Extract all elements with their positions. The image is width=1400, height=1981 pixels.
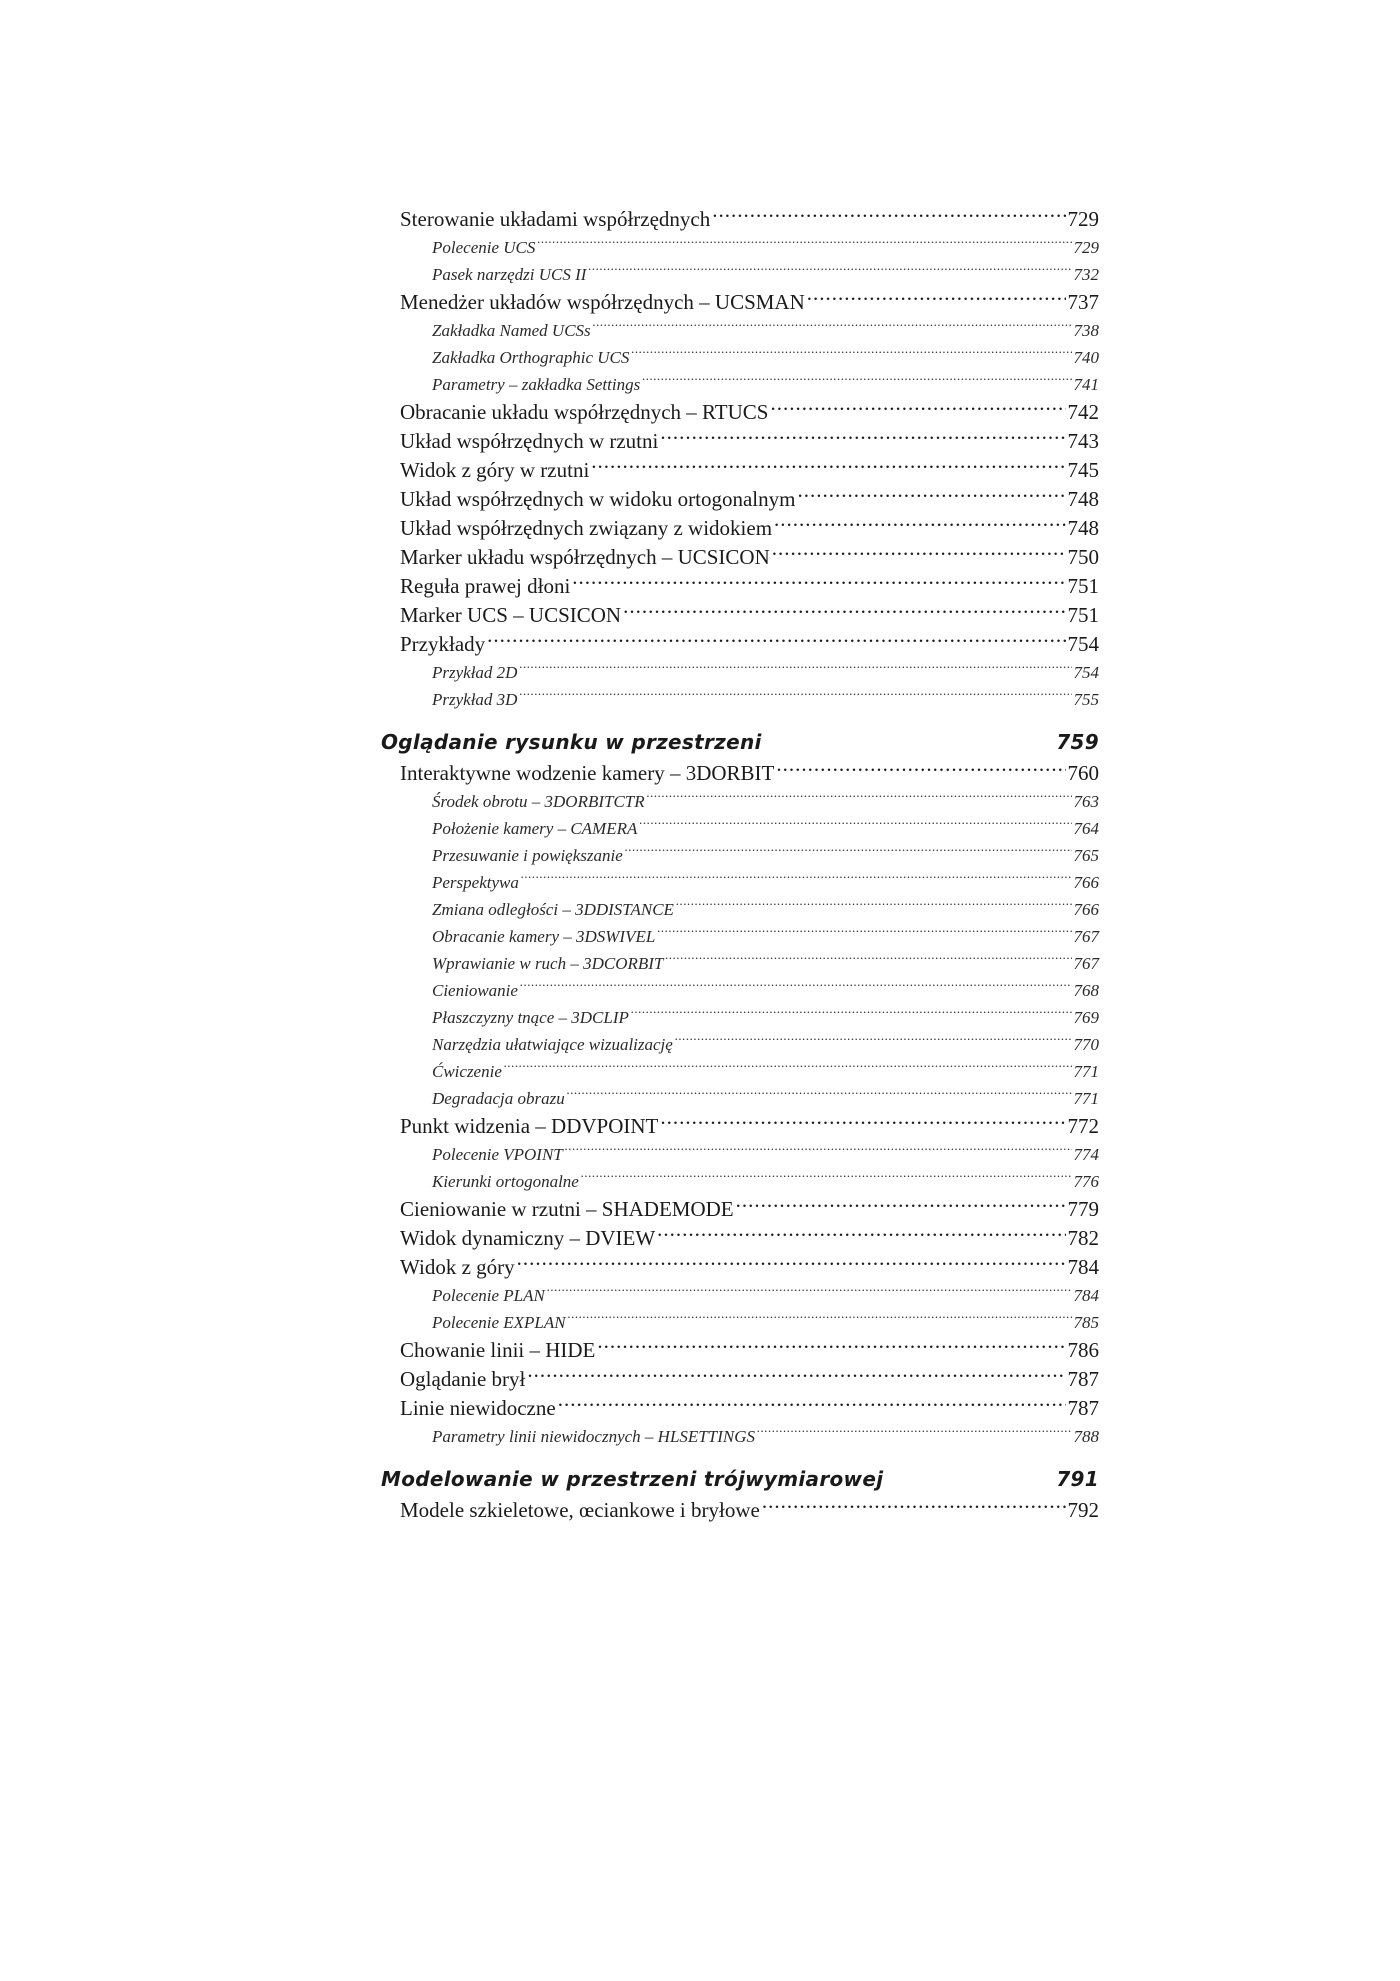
toc-subentry[interactable] — [0, 1309, 1099, 1336]
entry-page-number: 751 — [1067, 603, 1099, 627]
toc-entry[interactable] — [0, 1112, 1099, 1141]
chapter-title: Oglądanie rysunku w przestrzeni — [381, 730, 762, 754]
toc-subentry[interactable] — [0, 261, 1099, 288]
dot-leader — [770, 398, 1065, 419]
toc-subentry[interactable] — [0, 686, 1099, 713]
entry-page-number: 770 — [1073, 1035, 1099, 1054]
toc-entry[interactable] — [0, 1365, 1099, 1394]
dot-leader — [774, 514, 1065, 535]
toc-subentry[interactable] — [0, 1058, 1099, 1085]
entry-title: Marker układu współrzędnych – UCSICON — [400, 545, 770, 569]
entry-title: Środek obrotu – 3DORBITCTR — [432, 792, 645, 811]
entry-title: Pasek narzędzi UCS II — [432, 265, 587, 284]
entry-title: Modele szkieletowe, œciankowe i bryłowe — [400, 1498, 760, 1522]
dot-leader — [527, 1365, 1065, 1386]
dot-leader — [631, 346, 1071, 363]
dot-leader — [519, 661, 1071, 678]
dot-leader — [647, 790, 1072, 807]
chapter-page-number: 791 — [1056, 1467, 1099, 1491]
table-of-contents — [0, 205, 1400, 1525]
dot-leader — [642, 373, 1071, 390]
entry-page-number: 729 — [1073, 238, 1099, 257]
entry-title: Układ współrzędnych związany z widokiem — [400, 516, 773, 540]
entry-title: Przykład 2D — [432, 663, 518, 682]
toc-subentry[interactable] — [0, 788, 1099, 815]
chapter-title: Modelowanie w przestrzeni trójwymiarowej — [381, 1467, 884, 1491]
entry-title: Perspektywa — [432, 873, 519, 892]
toc-subentry[interactable] — [0, 1423, 1099, 1450]
entry-page-number: 732 — [1073, 265, 1099, 284]
entry-title: Zakładka Named UCSs — [432, 321, 591, 340]
entry-page-number: 779 — [1067, 1197, 1099, 1221]
toc-subentry[interactable] — [0, 950, 1099, 977]
entry-title: Linie niewidoczne — [400, 1396, 556, 1420]
toc-entry[interactable] — [0, 398, 1099, 427]
entry-page-number: 755 — [1073, 690, 1099, 709]
toc-entry[interactable] — [0, 485, 1099, 514]
entry-title: Kierunki ortogonalne — [432, 1172, 579, 1191]
entry-page-number: 741 — [1073, 375, 1099, 394]
toc-entry[interactable] — [0, 205, 1099, 234]
entry-page-number: 766 — [1073, 900, 1099, 919]
entry-page-number: 776 — [1073, 1172, 1099, 1191]
entry-title: Punkt widzenia – DDVPOINT — [400, 1114, 659, 1138]
dot-leader — [660, 1112, 1065, 1133]
dot-leader — [568, 1311, 1072, 1328]
dot-leader — [762, 1496, 1066, 1517]
entry-page-number: 750 — [1067, 545, 1099, 569]
toc-subentry[interactable] — [0, 317, 1099, 344]
dot-leader — [567, 1087, 1072, 1104]
entry-page-number: 787 — [1067, 1367, 1099, 1391]
entry-page-number: 768 — [1073, 981, 1099, 1000]
entry-page-number: 784 — [1067, 1255, 1099, 1279]
entry-title: Interaktywne wodzenie kamery – 3DORBIT — [400, 761, 775, 785]
entry-title: Położenie kamery – CAMERA — [432, 819, 638, 838]
toc-entry[interactable] — [0, 288, 1099, 317]
entry-title: Układ współrzędnych w widoku ortogonalnym — [400, 487, 796, 511]
toc-entry[interactable] — [0, 1195, 1099, 1224]
toc-entry[interactable] — [0, 601, 1099, 630]
toc-entry[interactable] — [0, 1394, 1099, 1423]
entry-title: Oglądanie brył — [400, 1367, 526, 1391]
entry-title: Menedżer układów współrzędnych – UCSMAN — [400, 290, 805, 314]
entry-title: Chowanie linii – HIDE — [400, 1338, 596, 1362]
toc-entry[interactable] — [0, 456, 1099, 485]
dot-leader — [521, 871, 1072, 888]
toc-subentry[interactable] — [0, 815, 1099, 842]
entry-page-number: 765 — [1073, 846, 1099, 865]
dot-leader — [797, 485, 1065, 506]
dot-leader — [657, 925, 1071, 942]
dot-leader — [657, 1224, 1065, 1245]
dot-leader — [625, 844, 1072, 861]
entry-title: Polecenie VPOINT — [432, 1145, 563, 1164]
toc-subentry[interactable] — [0, 659, 1099, 686]
entry-page-number: 784 — [1073, 1286, 1099, 1305]
toc-entry[interactable] — [0, 427, 1099, 456]
toc-entry[interactable] — [0, 1496, 1099, 1525]
toc-subentry[interactable] — [0, 977, 1099, 1004]
toc-entry[interactable] — [0, 1336, 1099, 1365]
entry-title: Polecenie PLAN — [432, 1286, 545, 1305]
dot-leader — [487, 630, 1065, 651]
entry-page-number: 769 — [1073, 1008, 1099, 1027]
dot-leader — [572, 572, 1065, 593]
entry-title: Przesuwanie i powiększanie — [432, 846, 623, 865]
entry-page-number: 748 — [1067, 487, 1099, 511]
entry-title: Wprawianie w ruch – 3DCORBIT — [432, 954, 664, 973]
toc-subentry[interactable] — [0, 234, 1099, 261]
toc-subentry[interactable] — [0, 1282, 1099, 1309]
entry-page-number: 738 — [1073, 321, 1099, 340]
entry-page-number: 742 — [1067, 400, 1099, 424]
toc-entry[interactable] — [0, 1253, 1099, 1282]
entry-title: Widok z góry w rzutni — [400, 458, 590, 482]
entry-page-number: 772 — [1067, 1114, 1099, 1138]
entry-page-number: 740 — [1073, 348, 1099, 367]
dot-leader — [597, 1336, 1065, 1357]
toc-subentry[interactable] — [0, 1004, 1099, 1031]
toc-subentry[interactable] — [0, 344, 1099, 371]
entry-title: Degradacja obrazu — [432, 1089, 565, 1108]
dot-leader — [504, 1060, 1072, 1077]
toc-entry[interactable] — [0, 514, 1099, 543]
entry-title: Reguła prawej dłoni — [400, 574, 571, 598]
dot-leader — [565, 1143, 1072, 1160]
entry-page-number: 792 — [1067, 1498, 1099, 1522]
entry-page-number: 760 — [1067, 761, 1099, 785]
dot-leader — [623, 601, 1065, 622]
entry-title: Obracanie kamery – 3DSWIVEL — [432, 927, 656, 946]
toc-subentry[interactable] — [0, 1141, 1099, 1168]
entry-page-number: 754 — [1067, 632, 1099, 656]
entry-title: Polecenie EXPLAN — [432, 1313, 566, 1332]
chapter-heading[interactable] — [0, 1462, 1099, 1496]
dot-leader — [675, 1033, 1072, 1050]
dot-leader — [519, 688, 1071, 705]
entry-page-number: 786 — [1067, 1338, 1099, 1362]
dot-leader — [517, 1253, 1066, 1274]
dot-leader — [558, 1394, 1066, 1415]
entry-title: Sterowanie układami współrzędnych — [400, 207, 711, 231]
entry-page-number: 774 — [1073, 1145, 1099, 1164]
toc-entry[interactable] — [0, 630, 1099, 659]
dot-leader — [712, 205, 1065, 226]
toc-subentry[interactable] — [0, 896, 1099, 923]
toc-subentry[interactable] — [0, 842, 1099, 869]
entry-title: Układ współrzędnych w rzutni — [400, 429, 659, 453]
toc-subentry[interactable] — [0, 1168, 1099, 1195]
toc-entry[interactable] — [0, 543, 1099, 572]
dot-leader — [537, 236, 1071, 253]
entry-page-number: 743 — [1067, 429, 1099, 453]
dot-leader — [665, 952, 1071, 969]
entry-page-number: 763 — [1073, 792, 1099, 811]
dot-leader — [593, 319, 1072, 336]
entry-title: Cieniowanie — [432, 981, 518, 1000]
dot-leader — [588, 263, 1071, 280]
toc-subentry[interactable] — [0, 1031, 1099, 1058]
entry-page-number: 788 — [1073, 1427, 1099, 1446]
entry-page-number: 764 — [1073, 819, 1099, 838]
dot-leader — [772, 543, 1066, 564]
dot-leader — [591, 456, 1065, 477]
entry-page-number: 729 — [1067, 207, 1099, 231]
dot-leader — [520, 979, 1072, 996]
toc-subentry[interactable] — [0, 1085, 1099, 1112]
entry-title: Cieniowanie w rzutni – SHADEMODE — [400, 1197, 734, 1221]
dot-leader — [736, 1195, 1066, 1216]
toc-subentry[interactable] — [0, 371, 1099, 398]
entry-page-number: 785 — [1073, 1313, 1099, 1332]
entry-page-number: 766 — [1073, 873, 1099, 892]
entry-title: Marker UCS – UCSICON — [400, 603, 622, 627]
entry-page-number: 787 — [1067, 1396, 1099, 1420]
dot-leader — [581, 1170, 1072, 1187]
entry-title: Ćwiczenie — [432, 1062, 502, 1081]
entry-page-number: 782 — [1067, 1226, 1099, 1250]
entry-title: Zmiana odległości – 3DDISTANCE — [432, 900, 674, 919]
chapter-page-number: 759 — [1056, 730, 1099, 754]
entry-title: Przykłady — [400, 632, 486, 656]
entry-page-number: 771 — [1073, 1089, 1099, 1108]
entry-page-number: 737 — [1067, 290, 1099, 314]
entry-page-number: 767 — [1073, 927, 1099, 946]
entry-title: Widok dynamiczny – DVIEW — [400, 1226, 656, 1250]
entry-title: Widok z góry — [400, 1255, 515, 1279]
dot-leader — [807, 288, 1066, 309]
toc-entry[interactable] — [0, 759, 1099, 788]
dot-leader — [547, 1284, 1072, 1301]
entry-page-number: 767 — [1073, 954, 1099, 973]
entry-page-number: 748 — [1067, 516, 1099, 540]
entry-title: Płaszczyzny tnące – 3DCLIP — [432, 1008, 629, 1027]
dot-leader — [631, 1006, 1072, 1023]
toc-subentry[interactable] — [0, 869, 1099, 896]
entry-title: Polecenie UCS — [432, 238, 536, 257]
entry-title: Narzędzia ułatwiające wizualizację — [432, 1035, 673, 1054]
entry-title: Zakładka Orthographic UCS — [432, 348, 630, 367]
entry-page-number: 745 — [1067, 458, 1099, 482]
dot-leader — [639, 817, 1071, 834]
entry-page-number: 754 — [1073, 663, 1099, 682]
entry-title: Parametry – zakładka Settings — [432, 375, 641, 394]
entry-title: Obracanie układu współrzędnych – RTUCS — [400, 400, 769, 424]
dot-leader — [676, 898, 1072, 915]
chapter-heading[interactable] — [0, 725, 1099, 759]
dot-leader — [776, 759, 1065, 780]
entry-title: Parametry linii niewidocznych – HLSETTINGS — [432, 1427, 755, 1446]
entry-title: Przykład 3D — [432, 690, 518, 709]
toc-subentry[interactable] — [0, 923, 1099, 950]
entry-page-number: 771 — [1073, 1062, 1099, 1081]
dot-leader — [757, 1425, 1072, 1442]
toc-entry[interactable] — [0, 572, 1099, 601]
entry-page-number: 751 — [1067, 574, 1099, 598]
dot-leader — [660, 427, 1065, 448]
toc-entry[interactable] — [0, 1224, 1099, 1253]
